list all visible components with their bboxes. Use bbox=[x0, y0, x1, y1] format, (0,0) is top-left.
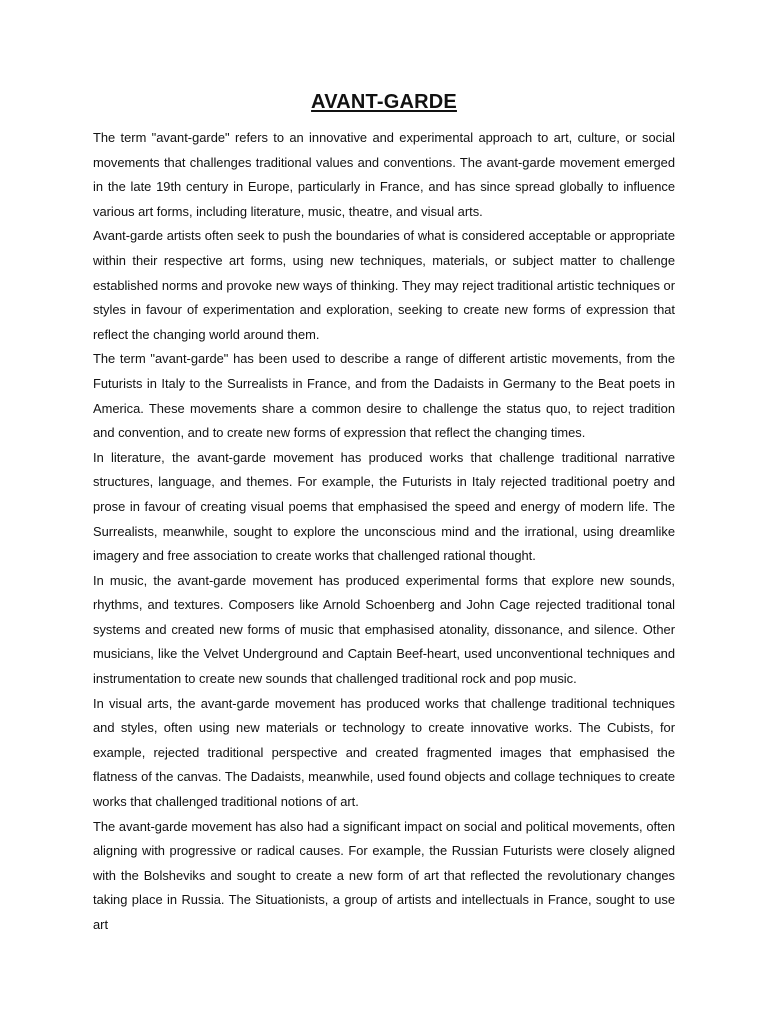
document-title: AVANT-GARDE bbox=[311, 91, 457, 113]
paragraph-artists: Avant-garde artists often seek to push the boundaries of what is considered acceptable or appropriate within their respective art forms, using new techniques, materials, or subject matter to challenge established norms and provoke new ways of thinking. They may reject traditional artistic techniques or styles in favour of experimentation and exploration, seeking to create new forms of expression that reflect the changing world around them. bbox=[93, 228, 675, 342]
paragraph-social-political: The avant-garde movement has also had a significant impact on social and political movements, often aligning with progressive or radical causes. For example, the Russian Futurists were closely aligned with the Bolsheviks and sought to create a new form of art that reflected the revolutionary changes taking place in Russia. The Situationists, a group of artists and intellectuals in France, sought to use art bbox=[93, 818, 675, 932]
paragraph-visual-arts: In visual arts, the avant-garde movement has produced works that challenge traditional techniques and styles, often using new materials or technology to create innovative works. The Cubists, for example, rejected traditional perspective and created fragmented images that emphasised the flatness of the canvas. The Dadaists, meanwhile, used found objects and collage techniques to create works that challenged traditional notions of art. bbox=[93, 695, 675, 810]
paragraph-movements: The term "avant-garde" has been used to describe a range of different artistic movements, from the Futurists in Italy to the Surrealists in France, and from the Dadaists in Germany to the Beat poets in America. These movements share a common desire to challenge the status quo, to reject tradition and convention, and to create new forms of expression that reflect the changing times. bbox=[93, 351, 675, 441]
paragraph-literature: In literature, the avant-garde movement has produced works that challenge traditional narrative structures, language, and themes. For example, the Futurists in Italy rejected traditional poetry and prose in favour of creating visual poems that emphasised the speed and energy of modern life. The Surrealists, meanwhile, sought to explore the unconscious mind and the irrational, using dreamlike imagery and free association to create works that challenged rational thought. bbox=[93, 449, 675, 564]
paragraph-music: In music, the avant-garde movement has produced experimental forms that explore new sounds, rhythms, and textures. Composers like Arnold Schoenberg and John Cage rejected traditional tonal systems and created new forms of music that emphasised atonality, dissonance, and silence. Other musicians, like the Velvet Underground and Captain Beef-heart, used unconventional techniques and instrumentation to create new sounds that challenged traditional rock and pop music. bbox=[93, 572, 675, 687]
document-page bbox=[93, 88, 675, 938]
paragraph-definition: The term "avant-garde" refers to an innovative and experimental approach to art, culture, or social movements that challenges traditional values and conventions. The avant-garde movement emerged in the late 19th century in Europe, particularly in France, and has since spread globally to influence various art forms, including literature, music, theatre, and visual arts. bbox=[93, 130, 675, 219]
